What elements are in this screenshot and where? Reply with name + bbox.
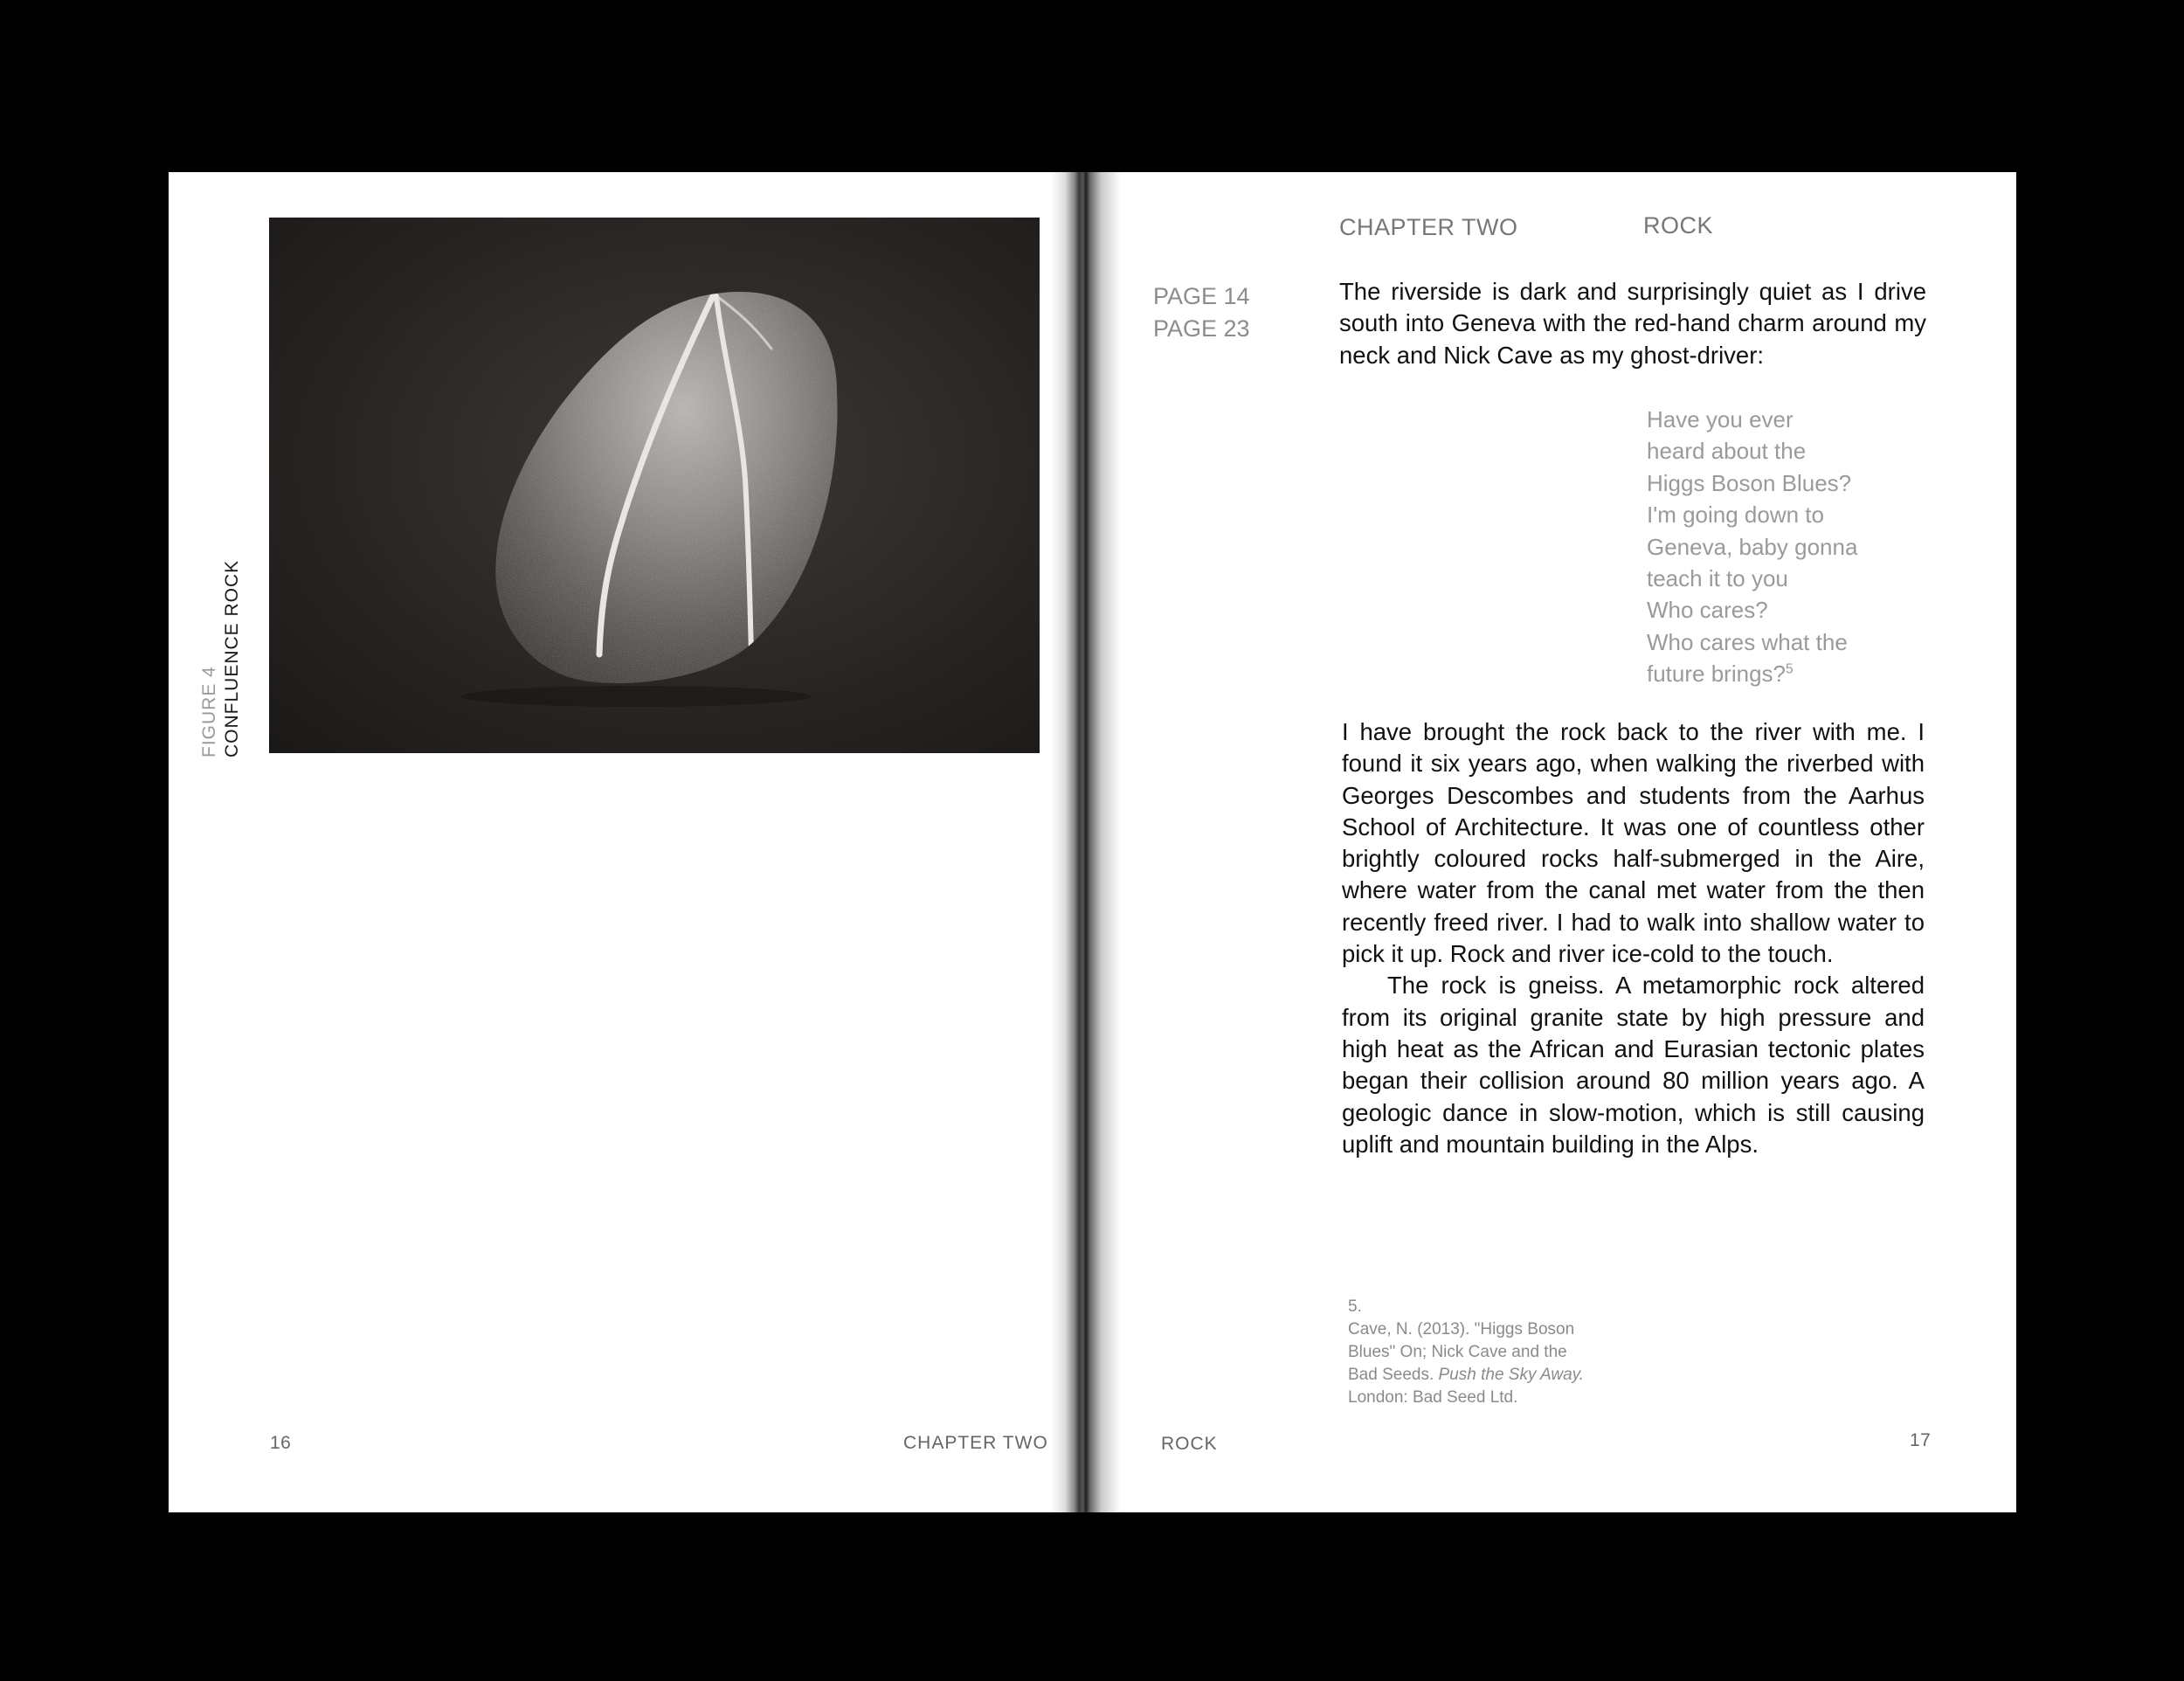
intro-paragraph <box>1339 276 1926 371</box>
footnote-line: Blues" On; Nick Cave and the <box>1348 1343 1567 1361</box>
lyric-line: Who cares? <box>1647 597 1768 624</box>
footnote-line <box>1348 1364 1584 1387</box>
main-body <box>1342 716 1925 1160</box>
footnote-line: London: Bad Seed Ltd. <box>1348 1388 1518 1407</box>
book-spread <box>169 172 2016 1512</box>
rock-image <box>269 218 1040 753</box>
lyric-line: Higgs Boson Blues? <box>1647 469 1852 496</box>
lyric-line: Geneva, baby gonna <box>1647 533 1858 560</box>
footnote-line: Cave, N. (2013). "Higgs Boson <box>1348 1320 1575 1339</box>
right-running-footer: ROCK <box>1161 1434 1218 1454</box>
page-ref-1: PAGE 14 <box>1153 283 1250 309</box>
rock-photograph <box>269 218 1040 753</box>
left-page-number: 16 <box>270 1433 292 1453</box>
figure-label: FIGURE 4 <box>199 666 219 757</box>
chapter-header: CHAPTER TWO <box>1339 214 1518 240</box>
footnote <box>1348 1296 1584 1409</box>
lyric-line: teach it to you <box>1647 565 1788 592</box>
book-gutter <box>1051 172 1121 1512</box>
lyric-line: heard about the <box>1647 438 1807 465</box>
body-paragraph-1: I have brought the rock back to the river with me. I found it six years ago, when walking the riverbed with Georges Descombes and students from the Aarhus School of Architecture. It was one of countless other brightly coloured rocks half-submerged in the Aire, where water from the canal met water from the then recently freed river. I had to walk into shallow water to pick it up. Rock and river ice-cold to the touch. <box>1342 718 1925 968</box>
figure-title: CONFLUENCE ROCK <box>222 559 242 757</box>
footnote-marker: 5 <box>1785 661 1794 677</box>
footnote-number: 5. <box>1348 1297 1362 1316</box>
lyric-line-last <box>1647 658 1857 689</box>
body-paragraph-2: The rock is gneiss. A metamorphic rock altered from its original granite state by high pressure and high heat as the African and Eurasian tectonic plates began their collision around 80 million years ago. A geologic dance in slow-motion, which is still causing uplift and mountain building in the Alps. <box>1342 972 1925 1158</box>
lyric-line: Have you ever <box>1647 406 1794 432</box>
lyric-line: I'm going down to <box>1647 502 1824 529</box>
intro-text: The riverside is dark and surprisingly quiet as I drive south into Geneva with the red-hand charm around my neck and Nick Cave as my ghost-driver: <box>1339 278 1926 369</box>
page-references <box>1153 280 1250 345</box>
page-ref-2: PAGE 23 <box>1153 315 1250 342</box>
figure-caption-vertical <box>198 560 244 757</box>
album-title: Push the Sky Away. <box>1438 1366 1585 1384</box>
section-header: ROCK <box>1643 212 1714 239</box>
right-page-number: 17 <box>1910 1430 1932 1450</box>
footnote-text: Bad Seeds. <box>1348 1366 1439 1384</box>
lyric-line: Who cares what the <box>1647 628 1848 655</box>
left-running-footer: CHAPTER TWO <box>903 1433 1048 1453</box>
lyric-text: future brings? <box>1647 661 1786 688</box>
song-lyrics <box>1647 404 1857 690</box>
